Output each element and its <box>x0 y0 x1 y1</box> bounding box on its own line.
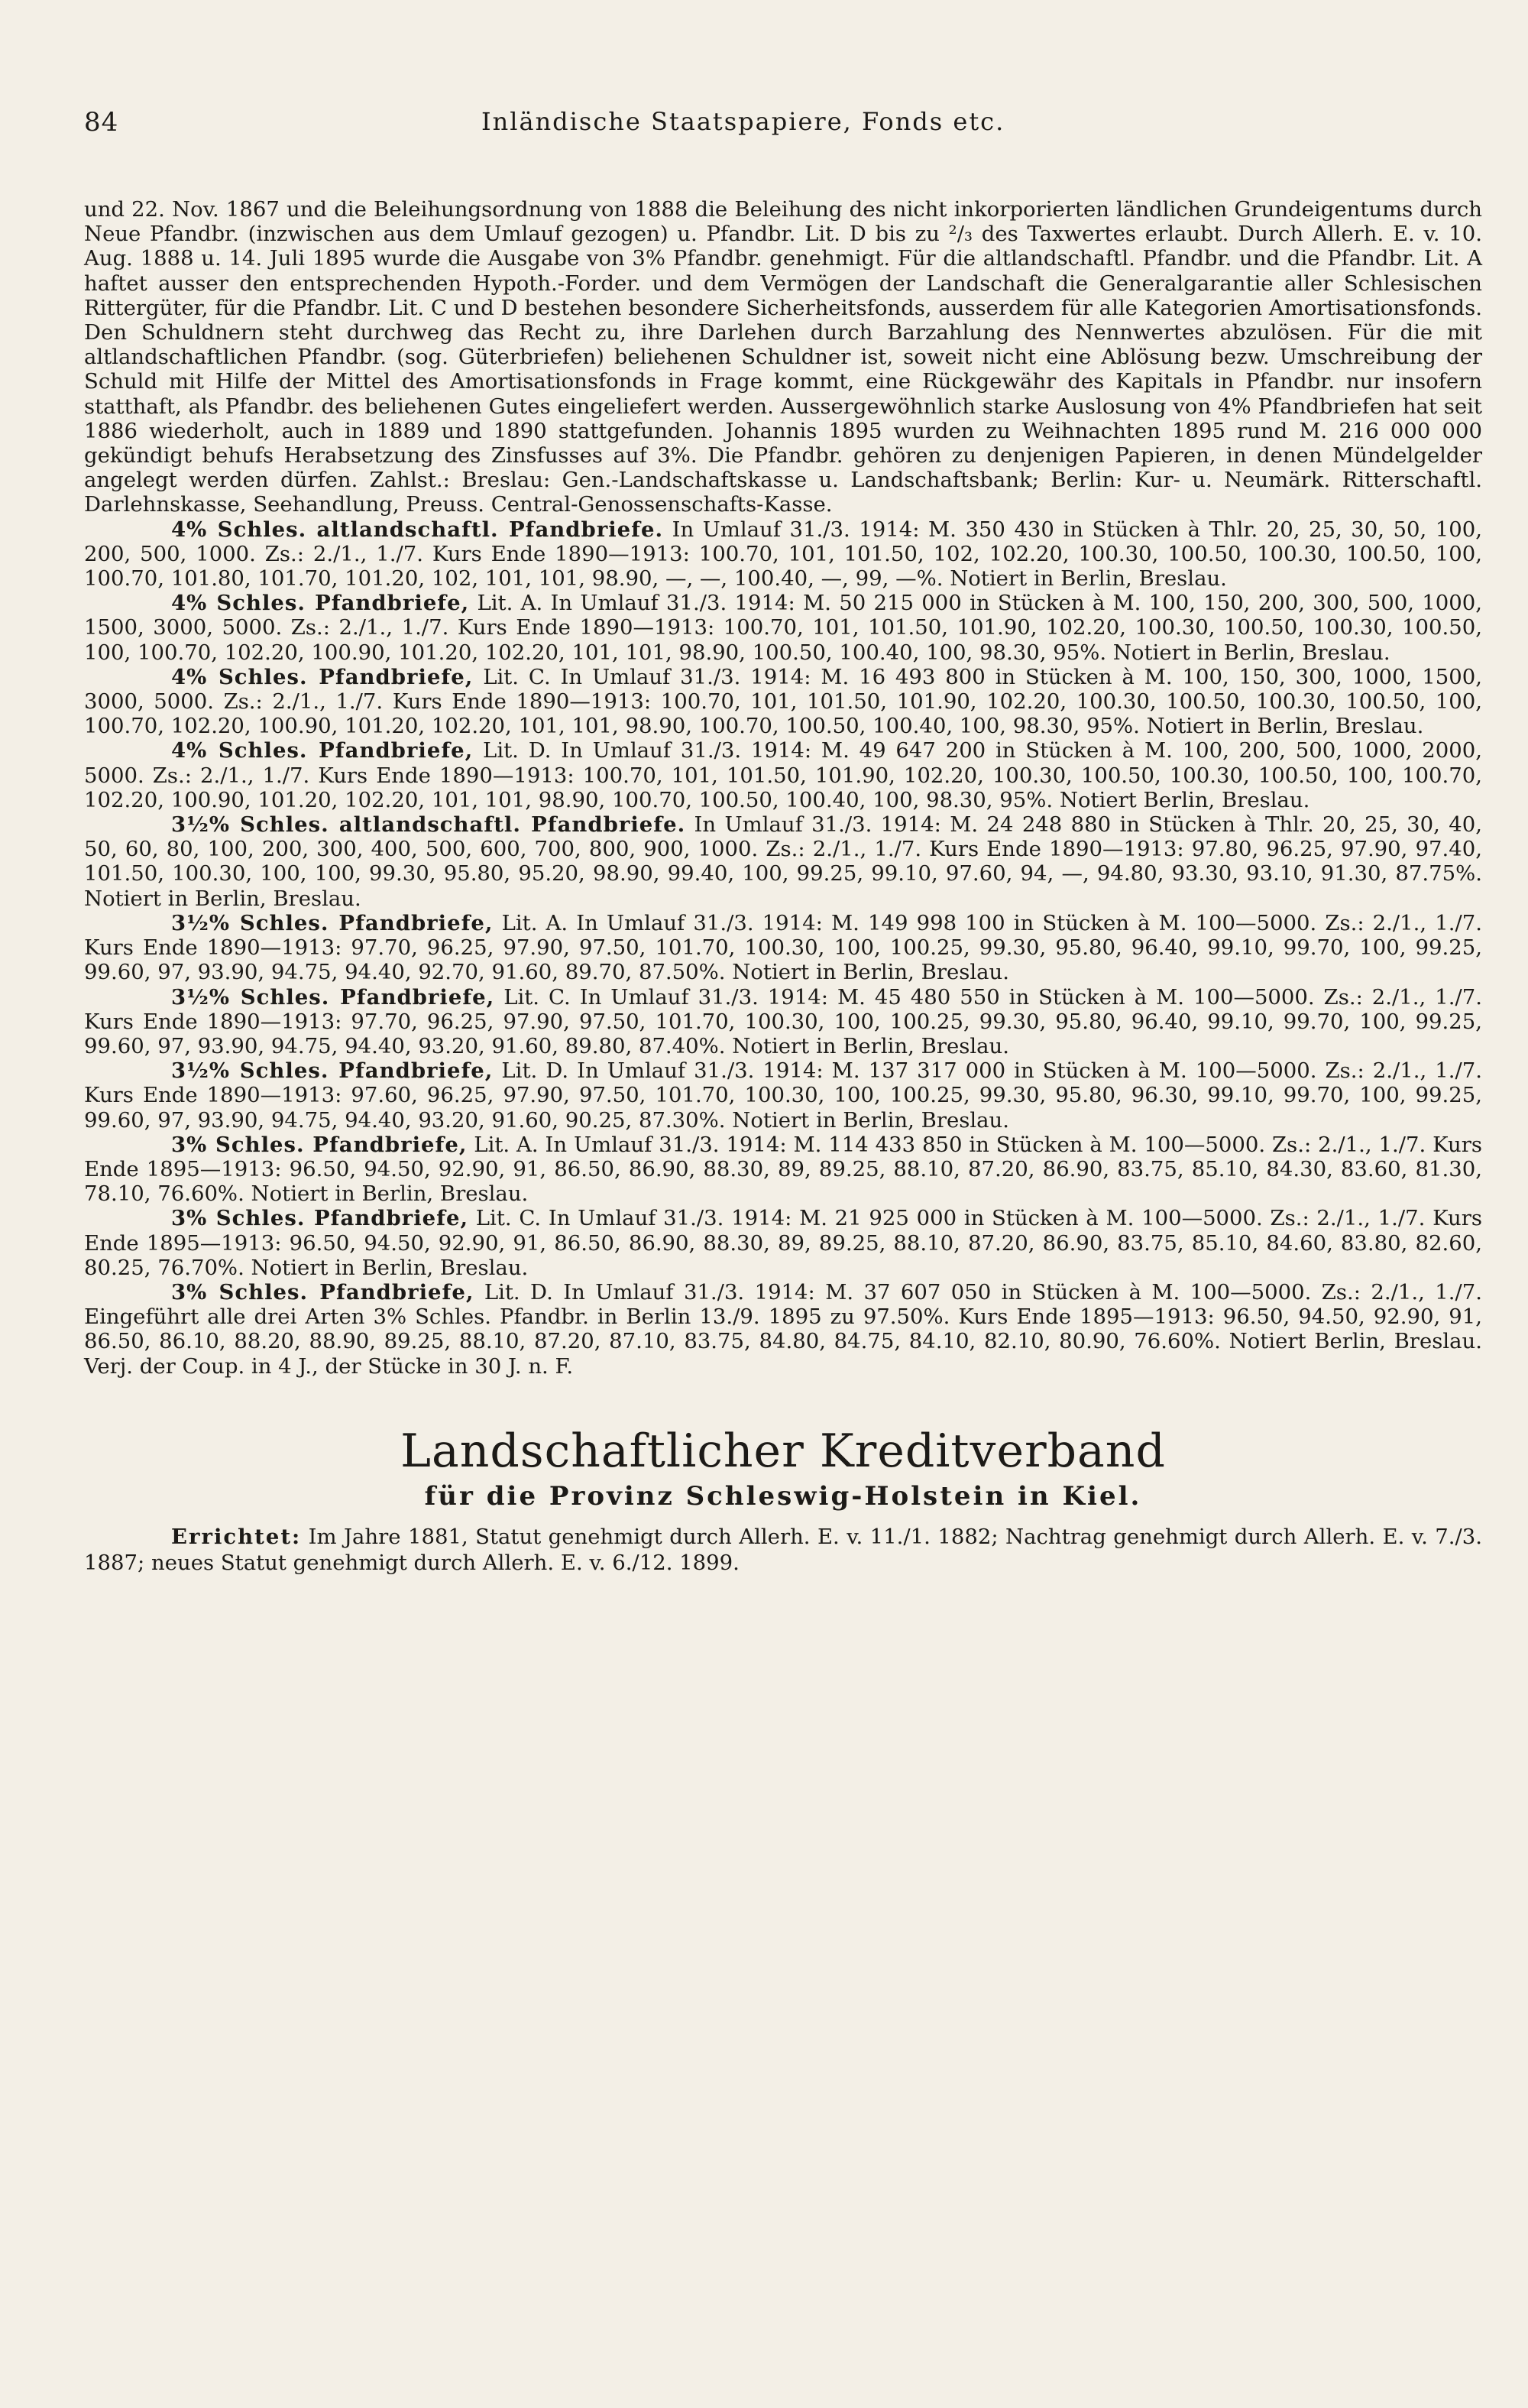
entry-name: 3% Schles. Pfandbriefe, <box>171 1279 474 1304</box>
section-subtitle: für die Provinz Schleswig-Holstein in Kiel. <box>424 1480 1142 1512</box>
entry-text: Lit. C. In Umlauf 31./3. 1914: M. 21 925 000 in Stücken à M. 100—5000. Zs.: 2./1., 1./7. Kurs Ende 1895—1913: 96.50, 94.50, 92.90, 91, 86.50, 86.90, 88.30, 89, 89.25, 88.10, 87.20, 86.90, 83.75, 85.10, 84.60, 83.80, 82.60, 80.25, 76.70%. Notiert in Berlin, Breslau. <box>84 1206 1482 1280</box>
entry-text: Lit. A. In Umlauf 31./3. 1914: M. 149 998 100 in Stücken à M. 100—5000. Zs.: 2./1., 1./7. Kurs Ende 1890—1913: 97.70, 96.25, 97.90, 97.50, 101.70, 100.30, 100, 100.25, 99.30, 95.80, 96.40, 99.10, 99.70, 100, 99.25, 99.60, 97, 93.90, 94.75, 94.40, 92.70, 91.60, 89.70, 87.50%. Notiert in Berlin, Breslau. <box>84 910 1482 985</box>
entry-name: 3% Schles. Pfandbriefe, <box>171 1206 469 1231</box>
entry-name: 4% Schles. Pfandbriefe, <box>171 591 470 616</box>
entry-text: Lit. A. In Umlauf 31./3. 1914: M. 50 215 000 in Stücken à M. 100, 150, 200, 300, 500, 1000, 1500, 3000, 5000. Zs.: 2./1., 1./7. Kurs Ende 1890—1913: 100.70, 101, 101.50, 101.90, 102.20, 100.30, 100.50, 100.30, 100.50, 100, 100.70, 102.20, 100.90, 101.20, 102.20, 101, 101, 98.90, 100.50, 100.40, 100, 98.30, 95%. Notiert in Berlin, Breslau. <box>84 591 1482 665</box>
section-label: Errichtet: <box>171 1524 302 1549</box>
entry-text: Lit. D. In Umlauf 31./3. 1914: M. 49 647 200 in Stücken à M. 100, 200, 500, 1000, 2000, 5000. Zs.: 2./1., 1./7. Kurs Ende 1890—1913: 100.70, 101, 101.50, 101.90, 102.20, 100.30, 100.50, 100.30, 100.50, 100, 100.70, 102.20, 100.90, 101.20, 102.20, 101, 101, 98.90, 100.70, 100.50, 100.40, 100, 98.30, 95%. Notiert Berlin, Breslau. <box>84 738 1482 812</box>
intro-paragraph: und 22. Nov. 1867 und die Beleihungsordnung von 1888 die Beleihung des nicht inkorporierten ländlichen Grundeigentums durch Neue Pfandbr. (inzwischen aus dem Umlauf gezogen) u. Pfandbr. Lit. D bis zu ²/₃ des Taxwertes erlaubt. Durch Allerh. E. v. 10. Aug. 1888 u. 14. Juli 1895 wurde die Ausgabe von 3% Pfandbr. genehmigt. Für die altlandschaftl. Pfandbr. und die Pfandbr. Lit. A haftet ausser den entsprechenden Hypoth.-Forder. und dem Vermögen der Landschaft die Generalgarantie aller Schlesischen Rittergüter, für die Pfandbr. Lit. C und D bestehen besondere Sicherheitsfonds, ausserdem für alle Kategorien Amortisationsfonds. Den Schuldnern steht durchweg das Recht zu, ihre Darlehen durch Barzahlung des Nennwertes abzulösen. Für die mit altlandschaftlichen Pfandbr. (sog. Güterbriefen) beliehenen Schuldner ist, soweit nicht eine Ablösung bezw. Umschreibung der Schuld mit Hilfe der Mittel des Amortisationsfonds in Frage kommt, eine Rückgewähr des Kapitals in Pfandbr. nur insofern statthaft, als Pfandbr. des beliehenen Gutes eingeliefert werden. Aussergewöhnlich starke Auslosung von 4% Pfandbriefen hat seit 1886 wiederholt, auch in 1889 und 1890 stattgefunden. Johannis 1895 wurden zu Weihnachten 1895 rund M. 216 000 000 gekündigt behufs Herabsetzung des Zinsfusses auf 3%. Die Pfandbr. gehören zu denjenigen Papieren, in denen Mündelgelder angelegt werden dürfen. Zahlst.: Breslau: Gen.-Landschaftskasse u. Landschaftsbank; Berlin: Kur- u. Neumärk. Ritterschaftl. Darlehnskasse, Seehandlung, Preuss. Central-Genossenschafts-Kasse. <box>84 197 1482 517</box>
running-title: Inländische Staatspapiere, Fonds etc. <box>481 107 1005 136</box>
entry-name: 4% Schles. Pfandbriefe, <box>171 738 474 763</box>
entry-schles-pfandbriefe-3-5-lit-d <box>84 1058 1482 1133</box>
entry-schles-pfandbriefe-3-5-lit-c <box>84 985 1482 1059</box>
entry-schles-pfandbriefe-4-lit-c <box>84 665 1482 739</box>
entry-schles-pfandbriefe-4-lit-a <box>84 591 1482 665</box>
entry-schles-pfandbriefe-4-lit-d <box>84 738 1482 812</box>
entry-text: In Umlauf 31./3. 1914: M. 24 248 880 in Stücken à Thlr. 20, 25, 30, 40, 50, 60, 80, 100, 200, 300, 400, 500, 600, 700, 800, 900, 1000. Zs.: 2./1., 1./7. Kurs Ende 1890—1913: 97.80, 96.25, 97.90, 97.40, 101.50, 100.30, 100, 100, 99.30, 95.80, 95.20, 98.90, 99.40, 100, 99.25, 99.10, 97.60, 94, —, 94.80, 93.30, 93.10, 91.30, 87.75%. Notiert in Berlin, Breslau. <box>84 812 1482 911</box>
page-number: 84 <box>84 107 119 138</box>
section-title: Landschaftlicher Kreditverband <box>400 1424 1166 1478</box>
page-header <box>84 107 1482 153</box>
section-text: Im Jahre 1881, Statut genehmigt durch Allerh. E. v. 11./1. 1882; Nachtrag genehmigt durch Allerh. E. v. 7./3. 1887; neues Statut genehmigt durch Allerh. E. v. 6./12. 1899. <box>84 1524 1482 1575</box>
entry-name: 3% Schles. Pfandbriefe, <box>171 1132 468 1157</box>
section-paragraph <box>84 1524 1482 1576</box>
entry-schles-pfandbriefe-3-5-lit-a <box>84 911 1482 985</box>
entry-text: Lit. D. In Umlauf 31./3. 1914: M. 137 317 000 in Stücken à M. 100—5000. Zs.: 2./1., 1./7. Kurs Ende 1890—1913: 97.60, 96.25, 97.90, 97.50, 101.70, 100.30, 100, 100.25, 99.30, 95.80, 96.30, 99.10, 99.70, 100, 99.25, 99.60, 97, 93.90, 94.75, 94.40, 93.20, 91.60, 90.25, 87.30%. Notiert in Berlin, Breslau. <box>84 1058 1482 1133</box>
entry-text: Lit. A. In Umlauf 31./3. 1914: M. 114 433 850 in Stücken à M. 100—5000. Zs.: 2./1., 1./7. Kurs Ende 1895—1913: 96.50, 94.50, 92.90, 91, 86.50, 86.90, 88.30, 89, 89.25, 88.10, 87.20, 86.90, 83.75, 85.10, 84.30, 83.60, 81.30, 78.10, 76.60%. Notiert in Berlin, Breslau. <box>84 1132 1483 1207</box>
entry-text: In Umlauf 31./3. 1914: M. 350 430 in Stücken à Thlr. 20, 25, 30, 50, 100, 200, 500, 1000. Zs.: 2./1., 1./7. Kurs Ende 1890—1913: 100.70, 101, 101.50, 102, 102.20, 100.30, 100.50, 100.30, 100.50, 100, 100.70, 101.80, 101.70, 101.20, 102, 101, 101, 98.90, —, —, 100.40, —, 99, —%. Notiert in Berlin, Breslau. <box>84 517 1482 591</box>
entry-schles-pfandbriefe-3-lit-a <box>84 1133 1482 1207</box>
entry-name: 3½% Schles. Pfandbriefe, <box>171 1058 494 1084</box>
entry-text: Lit. C. In Umlauf 31./3. 1914: M. 45 480 550 in Stücken à M. 100—5000. Zs.: 2./1., 1./7. Kurs Ende 1890—1913: 97.70, 96.25, 97.90, 97.50, 101.70, 100.30, 100, 100.25, 99.30, 95.80, 96.40, 99.10, 99.70, 100, 99.25, 99.60, 97, 93.90, 94.75, 94.40, 93.20, 91.60, 89.80, 87.40%. Notiert in Berlin, Breslau. <box>84 984 1482 1058</box>
entry-schles-pfandbriefe-3-lit-d <box>84 1280 1482 1379</box>
entry-schles-altlandschaftl-3-5 <box>84 812 1482 911</box>
entry-schles-altlandschaftl-4 <box>84 517 1482 591</box>
entry-name: 4% Schles. altlandschaftl. Pfandbriefe. <box>171 517 664 542</box>
entry-text: Lit. D. In Umlauf 31./3. 1914: M. 37 607 050 in Stücken à M. 100—5000. Zs.: 2./1., 1./7. Eingeführt alle drei Arten 3% Schles. Pfandbr. in Berlin 13./9. 1895 zu 97.50%. Kurs Ende 1895—1913: 96.50, 94.50, 92.90, 91, 86.50, 86.10, 88.20, 88.90, 89.25, 88.10, 87.20, 87.10, 83.75, 84.80, 84.75, 84.10, 82.10, 80.90, 76.60%. Notiert Berlin, Breslau. Verj. der Coup. in 4 J., der Stücke in 30 J. n. F. <box>84 1279 1482 1379</box>
section-kreditverband <box>84 1424 1482 1576</box>
entry-name: 3½% Schles. altlandschaftl. Pfandbriefe. <box>171 812 686 838</box>
entry-text: Lit. C. In Umlauf 31./3. 1914: M. 16 493 800 in Stücken à M. 100, 150, 300, 1000, 1500, 3000, 5000. Zs.: 2./1., 1./7. Kurs Ende 1890—1913: 100.70, 101, 101.50, 101.90, 102.20, 100.30, 100.50, 100.30, 100.50, 100, 100.70, 102.20, 100.90, 101.20, 102.20, 101, 101, 98.90, 100.70, 100.50, 100.40, 100, 98.30, 95%. Notiert in Berlin, Breslau. <box>84 664 1482 739</box>
entry-name: 3½% Schles. Pfandbriefe, <box>171 910 494 935</box>
entry-name: 4% Schles. Pfandbriefe, <box>171 664 474 689</box>
entry-schles-pfandbriefe-3-lit-c <box>84 1206 1482 1280</box>
document-body <box>84 197 1482 1576</box>
entry-name: 3½% Schles. Pfandbriefe, <box>171 984 495 1010</box>
